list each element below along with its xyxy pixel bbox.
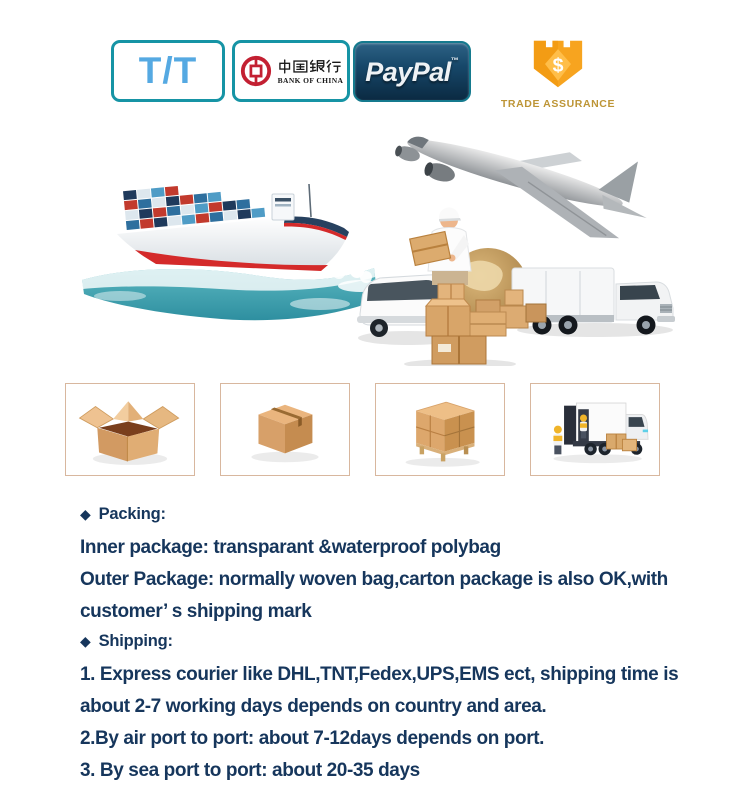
packing-line-2: Outer Package: normally woven bag,carton package is also OK,with [80, 569, 668, 590]
sealed-box-image [220, 383, 350, 476]
tt-label: T/T [138, 50, 198, 91]
trade-assurance-label: TRADE ASSURANCE [500, 98, 616, 110]
packing-shipping-text [80, 500, 740, 787]
open-carton-box-icon [71, 388, 189, 472]
packing-line-1: Inner package: transparant &waterproof polybag [80, 537, 501, 558]
shipping-heading: ◆ Shipping: [80, 632, 173, 650]
bank-of-china-logo [232, 40, 350, 102]
shipping-line-4: 3. By sea port to port: about 20-35 days [80, 760, 420, 781]
boc-coin-icon [239, 54, 273, 88]
shipping-line-1: 1. Express courier like DHL,TNT,Fedex,UPS,EMS ect, shipping time is [80, 664, 679, 685]
packing-heading: ◆ Packing: [80, 505, 166, 523]
container-ship-illustration [117, 178, 372, 283]
truck-loading-icon [536, 388, 654, 472]
shipping-collage-illustration [60, 118, 690, 366]
cargo-truck-illustration [512, 268, 675, 337]
shipping-line-2: about 2-7 working days depends on country and area. [80, 696, 547, 717]
pallet-boxes-image [375, 383, 505, 476]
boc-english-name: BANK OF CHINA [277, 75, 344, 85]
dollar-sign: $ [552, 54, 564, 77]
packing-line-3: customer’ s shipping mark [80, 601, 312, 622]
diamond-bullet-icon: ◆ [80, 634, 91, 650]
trade-assurance-badge [495, 38, 621, 110]
sealed-carton-box-icon [226, 388, 344, 472]
delivery-man-illustration [410, 207, 471, 285]
tt-payment-logo [111, 40, 225, 102]
diamond-bullet-icon: ◆ [80, 507, 91, 523]
packaging-gallery [65, 383, 660, 476]
paypal-wordmark: PayPal™ [365, 55, 459, 87]
palletized-cartons-icon [381, 388, 499, 472]
cargo-plane-illustration [387, 118, 661, 251]
boc-chinese-name-glyphs [278, 58, 342, 75]
shipping-line-3: 2.By air port to port: about 7-12days depends on port. [80, 728, 545, 749]
paypal-logo [353, 41, 471, 102]
truck-loading-image [530, 383, 660, 476]
trademark-symbol: ™ [450, 55, 459, 65]
open-box-image [65, 383, 195, 476]
trade-assurance-shield-icon [529, 38, 587, 90]
